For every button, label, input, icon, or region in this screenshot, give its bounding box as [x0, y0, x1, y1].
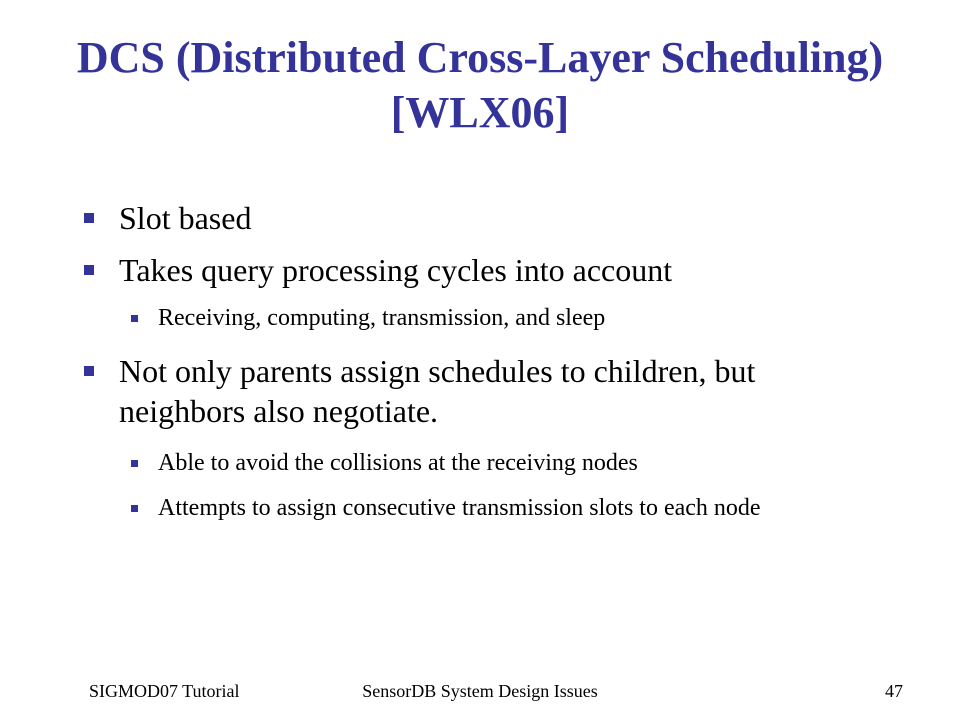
footer-center: SensorDB System Design Issues	[362, 681, 598, 701]
sub-bullet-text: Attempts to assign consecutive transmission slots to each node	[158, 495, 761, 521]
bullet-item	[84, 351, 874, 431]
square-bullet-icon	[131, 315, 138, 322]
sub-bullet-item	[131, 302, 851, 334]
square-bullet-icon	[84, 265, 94, 275]
bullet-text: Not only parents assign schedules to children, but neighbors also negotiate.	[119, 353, 756, 429]
sub-bullet-item	[131, 447, 851, 479]
bullet-item	[84, 250, 874, 290]
sub-bullet-text: Receiving, computing, transmission, and sleep	[158, 305, 606, 331]
square-bullet-icon	[84, 213, 94, 223]
page-number: 47	[885, 681, 903, 701]
bullet-item	[84, 198, 874, 238]
bullet-text: Takes query processing cycles into account	[119, 252, 673, 288]
square-bullet-icon	[84, 366, 94, 376]
square-bullet-icon	[131, 505, 138, 512]
square-bullet-icon	[131, 460, 138, 467]
sub-bullet-item	[131, 492, 851, 524]
footer-left: SIGMOD07 Tutorial	[89, 681, 240, 701]
slide-title: DCS (Distributed Cross-Layer Scheduling) [WLX06]	[76, 33, 884, 137]
sub-bullet-text: Able to avoid the collisions at the receiving nodes	[158, 450, 638, 476]
bullet-text: Slot based	[119, 200, 252, 236]
